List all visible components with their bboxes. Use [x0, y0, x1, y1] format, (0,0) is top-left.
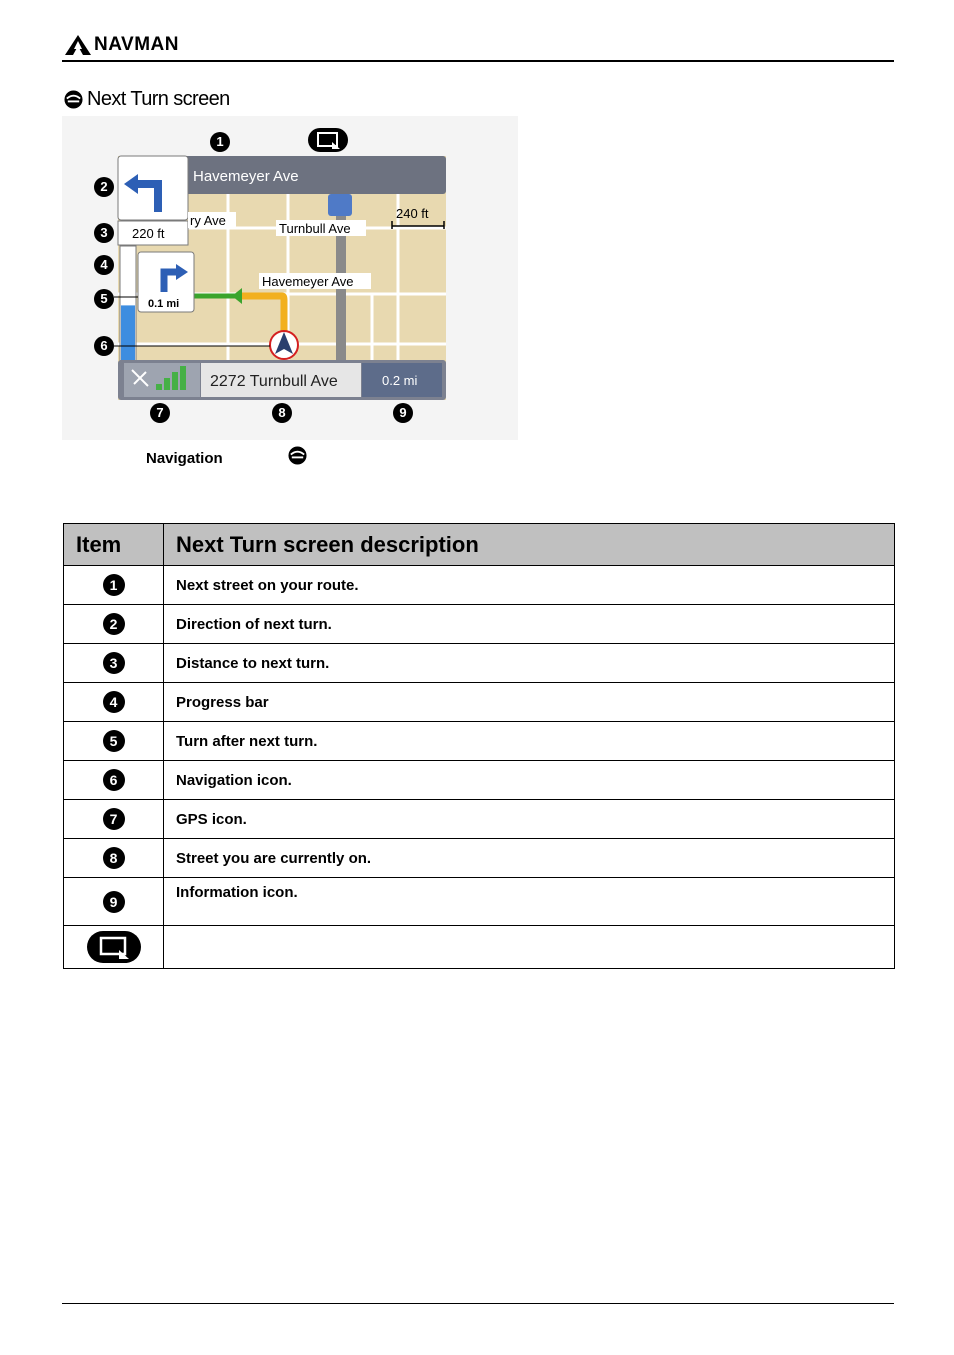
- item-description: Distance to next turn.: [164, 644, 895, 683]
- description-table: [63, 523, 895, 969]
- item-description: GPS icon.: [164, 800, 895, 839]
- callout-1: 1: [210, 132, 230, 152]
- next-turn-screen-figure: [62, 116, 518, 440]
- table-row: [64, 644, 895, 683]
- screen-toggle-icon: [86, 930, 142, 964]
- navman-logo-icon: [64, 35, 92, 55]
- table-row: [64, 800, 895, 839]
- navman-logo: [64, 34, 179, 56]
- callout-2: 2: [94, 177, 114, 197]
- map-scale: 240 ft: [396, 206, 429, 221]
- next-street-name: Havemeyer Ave: [193, 168, 299, 185]
- item-description: Progress bar: [164, 683, 895, 722]
- callout-6: 6: [94, 336, 114, 356]
- item-badge: 3: [103, 652, 125, 674]
- table-row: [64, 605, 895, 644]
- item-description: Direction of next turn.: [164, 605, 895, 644]
- havemeyer-label: Havemeyer Ave: [262, 274, 354, 289]
- item-badge: 5: [103, 730, 125, 752]
- side-street-label: ry Ave: [190, 213, 226, 228]
- info-distance: 0.2 mi: [382, 373, 418, 388]
- item-badge: 8: [103, 847, 125, 869]
- steering-wheel-icon: [64, 90, 83, 109]
- item-description: Turn after next turn.: [164, 722, 895, 761]
- steering-wheel-icon: [288, 446, 307, 465]
- table-row: [64, 722, 895, 761]
- table-row: [64, 878, 895, 926]
- item-description: [164, 926, 895, 969]
- item-description: Navigation icon.: [164, 761, 895, 800]
- callout-5: 5: [94, 289, 114, 309]
- callout-8: 8: [272, 403, 292, 423]
- column-header-description: Next Turn screen description: [164, 524, 895, 566]
- callout-9: 9: [393, 403, 413, 423]
- figure-caption: Navigation: [146, 450, 223, 467]
- item-badge: 1: [103, 574, 125, 596]
- table-row: [64, 761, 895, 800]
- item-badge: 6: [103, 769, 125, 791]
- map-screen: [62, 116, 518, 440]
- brand-name: NAVMAN: [94, 34, 179, 55]
- item-badge: 2: [103, 613, 125, 635]
- item-badge: 7: [103, 808, 125, 830]
- item-description: Information icon.: [164, 878, 895, 926]
- item-badge: 4: [103, 691, 125, 713]
- table-header-row: [64, 524, 895, 566]
- current-street: 2272 Turnbull Ave: [210, 373, 338, 390]
- column-header-item: Item: [64, 524, 164, 566]
- section-title-text: Next Turn screen: [87, 88, 230, 110]
- next-turn-distance: 0.1 mi: [148, 298, 180, 310]
- screen-toggle-icon: [308, 128, 348, 152]
- item-badge: 9: [103, 891, 125, 913]
- poi-icon: [328, 194, 352, 216]
- turn-distance: 220 ft: [132, 226, 165, 241]
- section-title: [64, 88, 230, 111]
- table-row: [64, 926, 895, 969]
- callout-3: 3: [94, 223, 114, 243]
- gps-icon[interactable]: [124, 363, 200, 397]
- page-header: [62, 30, 894, 62]
- callout-7: 7: [150, 403, 170, 423]
- table-row: [64, 683, 895, 722]
- turnbull-label: Turnbull Ave: [279, 221, 351, 236]
- table-row: [64, 566, 895, 605]
- footer-rule: [62, 1303, 894, 1304]
- item-description: Next street on your route.: [164, 566, 895, 605]
- callout-4: 4: [94, 255, 114, 275]
- item-description: Street you are currently on.: [164, 839, 895, 878]
- table-row: [64, 839, 895, 878]
